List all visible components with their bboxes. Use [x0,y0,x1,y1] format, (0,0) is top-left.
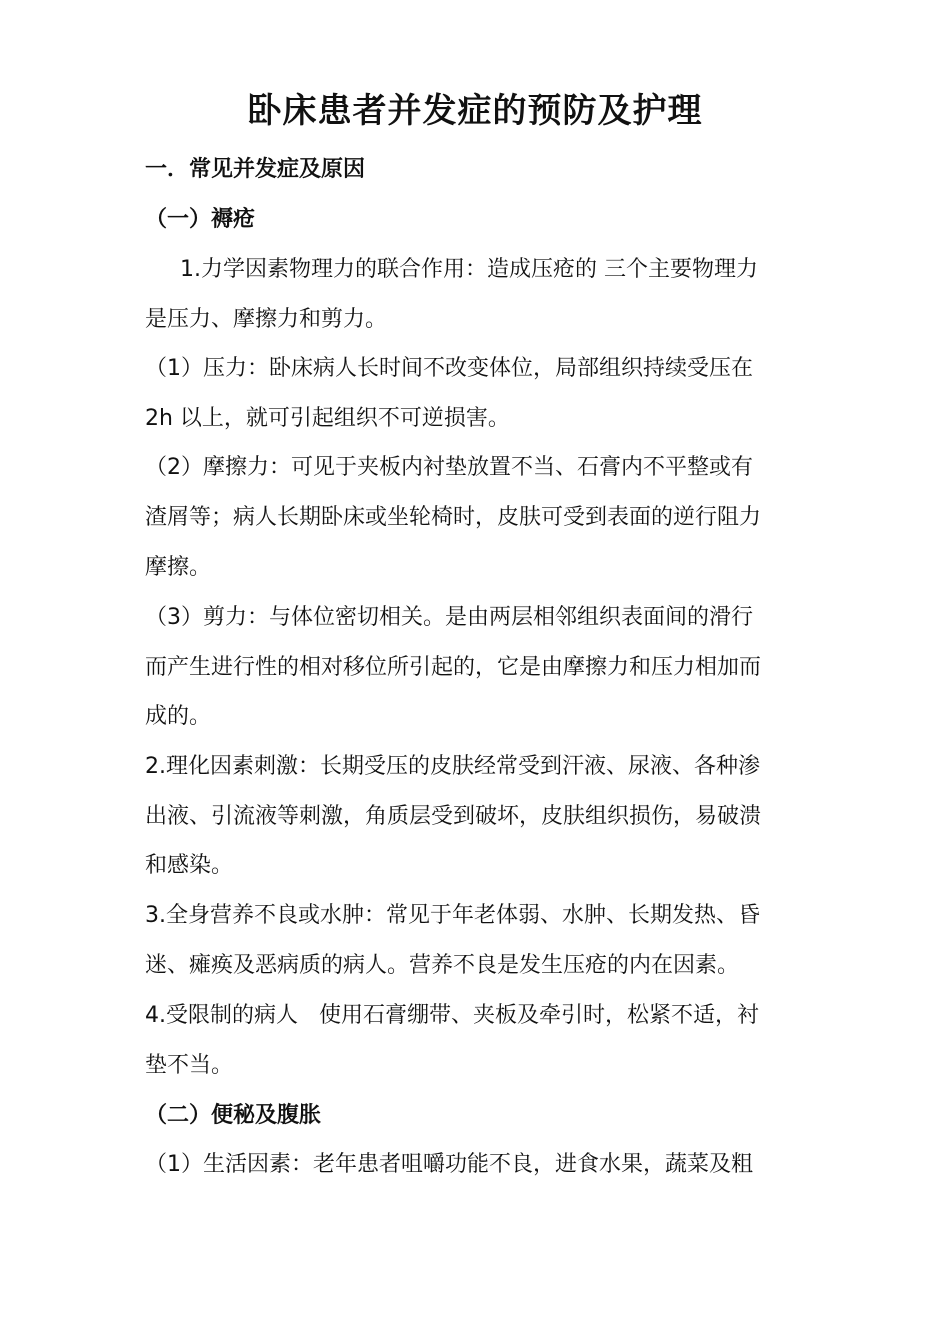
paragraph-line: 是压力、摩擦力和剪力。 [145,307,388,332]
paragraph-line: 迷、瘫痪及恶病质的病人。营养不良是发生压疮的内在因素。 [145,953,740,978]
paragraph-line: 3.全身营养不良或水肿：常见于年老体弱、水肿、长期发热、昏 [145,903,760,928]
paragraph-line: 成的。 [145,704,212,729]
paragraph-line: 摩擦。 [145,555,212,580]
paragraph-line: 2.理化因素刺激：长期受压的皮肤经常受到汗液、尿液、各种渗 [145,754,760,779]
paragraph-line: 渣屑等；病人长期卧床或坐轮椅时，皮肤可受到表面的逆行阻力 [145,505,762,530]
paragraph-line: （2）摩擦力：可见于夹板内衬垫放置不当、石膏内不平整或有 [145,455,753,480]
paragraph-line: （1）生活因素：老年患者咀嚼功能不良，进食水果，蔬菜及粗 [145,1152,753,1177]
paragraph-line: 而产生进行性的相对移位所引起的，它是由摩擦力和压力相加而 [145,655,762,680]
paragraph-line: 出液、引流液等刺激，角质层受到破坏，皮肤组织损伤，易破溃 [145,804,762,829]
paragraph-line: 1.力学因素物理力的联合作用：造成压疮的 三个主要物理力 [180,257,758,282]
paragraph-line: 4.受限制的病人 使用石膏绷带、夹板及牵引时，松紧不适，衬 [145,1003,759,1028]
subsection-heading-constipation-bloating: （二）便秘及腹胀 [145,1103,322,1128]
paragraph-line: 垫不当。 [145,1053,234,1078]
document-title: 卧床患者并发症的预防及护理 [247,91,703,131]
section-heading-common-complications: 一．常见并发症及原因 [145,157,366,182]
subsection-heading-pressure-sores: （一）褥疮 [145,207,256,232]
paragraph-line: （1）压力：卧床病人长时间不改变体位，局部组织持续受压在 [145,356,753,381]
paragraph-line: （3）剪力：与体位密切相关。是由两层相邻组织表面间的滑行 [145,605,753,630]
paragraph-line: 和感染。 [145,853,234,878]
paragraph-line: 2h 以上，就可引起组织不可逆损害。 [145,406,510,431]
